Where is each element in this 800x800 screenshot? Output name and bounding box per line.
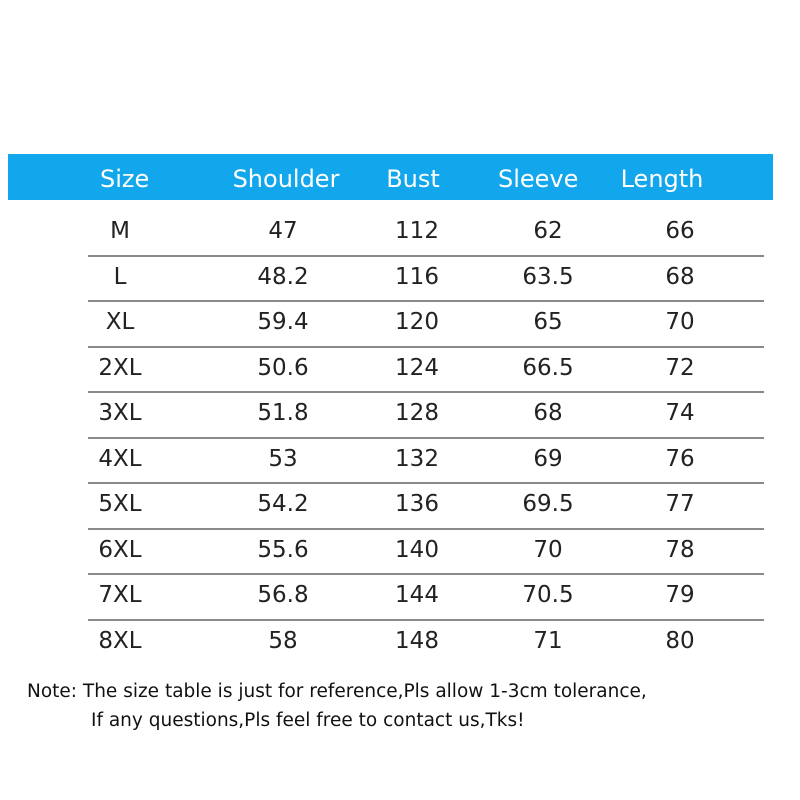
cell-bust: 112	[395, 218, 439, 244]
table-row	[0, 528, 800, 574]
cell-bust: 120	[395, 309, 439, 335]
cell-size: 7XL	[98, 582, 142, 608]
cell-length: 78	[665, 536, 695, 563]
cell-shoulder: 53	[268, 445, 298, 472]
cell-bust: 144	[395, 582, 439, 608]
table-row	[0, 209, 800, 255]
cell-length: 79	[665, 582, 695, 608]
cell-size: M	[110, 218, 130, 244]
cell-bust: 148	[395, 627, 439, 654]
cell-size: 2XL	[98, 354, 142, 381]
cell-shoulder: 59.4	[257, 309, 309, 335]
cell-shoulder: 51.8	[257, 400, 309, 426]
cell-length: 72	[665, 354, 695, 381]
cell-size: 8XL	[98, 627, 142, 654]
cell-bust: 132	[395, 445, 439, 472]
header-size: Size	[100, 165, 150, 193]
cell-sleeve: 62	[533, 218, 563, 244]
cell-sleeve: 70.5	[522, 582, 574, 608]
size-table-header	[8, 154, 773, 200]
cell-shoulder: 55.6	[257, 536, 309, 563]
cell-sleeve: 69	[533, 445, 563, 472]
cell-sleeve: 69.5	[522, 491, 574, 517]
cell-shoulder: 58	[268, 627, 298, 654]
table-row	[0, 482, 800, 528]
cell-size: 5XL	[98, 491, 142, 517]
cell-shoulder: 54.2	[257, 491, 309, 517]
cell-length: 68	[665, 263, 695, 290]
cell-shoulder: 56.8	[257, 582, 309, 608]
cell-sleeve: 71	[533, 627, 563, 654]
cell-length: 66	[665, 218, 695, 244]
header-sleeve: Sleeve	[498, 165, 579, 193]
table-row	[0, 346, 800, 392]
cell-size: 4XL	[98, 445, 142, 472]
note-line-1: Note: The size table is just for reference,Pls allow 1-3cm tolerance,	[27, 681, 647, 702]
table-row	[0, 391, 800, 437]
header-bust: Bust	[386, 165, 440, 193]
cell-length: 77	[665, 491, 695, 517]
cell-sleeve: 63.5	[522, 263, 574, 290]
table-row	[0, 255, 800, 301]
header-shoulder: Shoulder	[232, 165, 340, 193]
cell-bust: 136	[395, 491, 439, 517]
header-length: Length	[620, 165, 704, 193]
cell-length: 70	[665, 309, 695, 335]
table-row	[0, 437, 800, 483]
table-row	[0, 573, 800, 619]
cell-sleeve: 65	[533, 309, 563, 335]
cell-size: XL	[105, 309, 135, 335]
cell-bust: 116	[395, 263, 439, 290]
cell-shoulder: 47	[268, 218, 298, 244]
cell-shoulder: 48.2	[257, 263, 309, 290]
table-row	[0, 300, 800, 346]
cell-size: 3XL	[98, 400, 142, 426]
cell-sleeve: 70	[533, 536, 563, 563]
note-line-2: If any questions,Pls feel free to contact us,Tks!	[91, 710, 525, 731]
cell-bust: 124	[395, 354, 439, 381]
cell-size: L	[113, 263, 127, 290]
cell-sleeve: 66.5	[522, 354, 574, 381]
cell-length: 76	[665, 445, 695, 472]
cell-shoulder: 50.6	[257, 354, 309, 381]
cell-bust: 140	[395, 536, 439, 563]
cell-sleeve: 68	[533, 400, 563, 426]
table-row	[0, 619, 800, 665]
cell-bust: 128	[395, 400, 439, 426]
cell-size: 6XL	[98, 536, 142, 563]
cell-length: 74	[665, 400, 695, 426]
cell-length: 80	[665, 627, 695, 654]
